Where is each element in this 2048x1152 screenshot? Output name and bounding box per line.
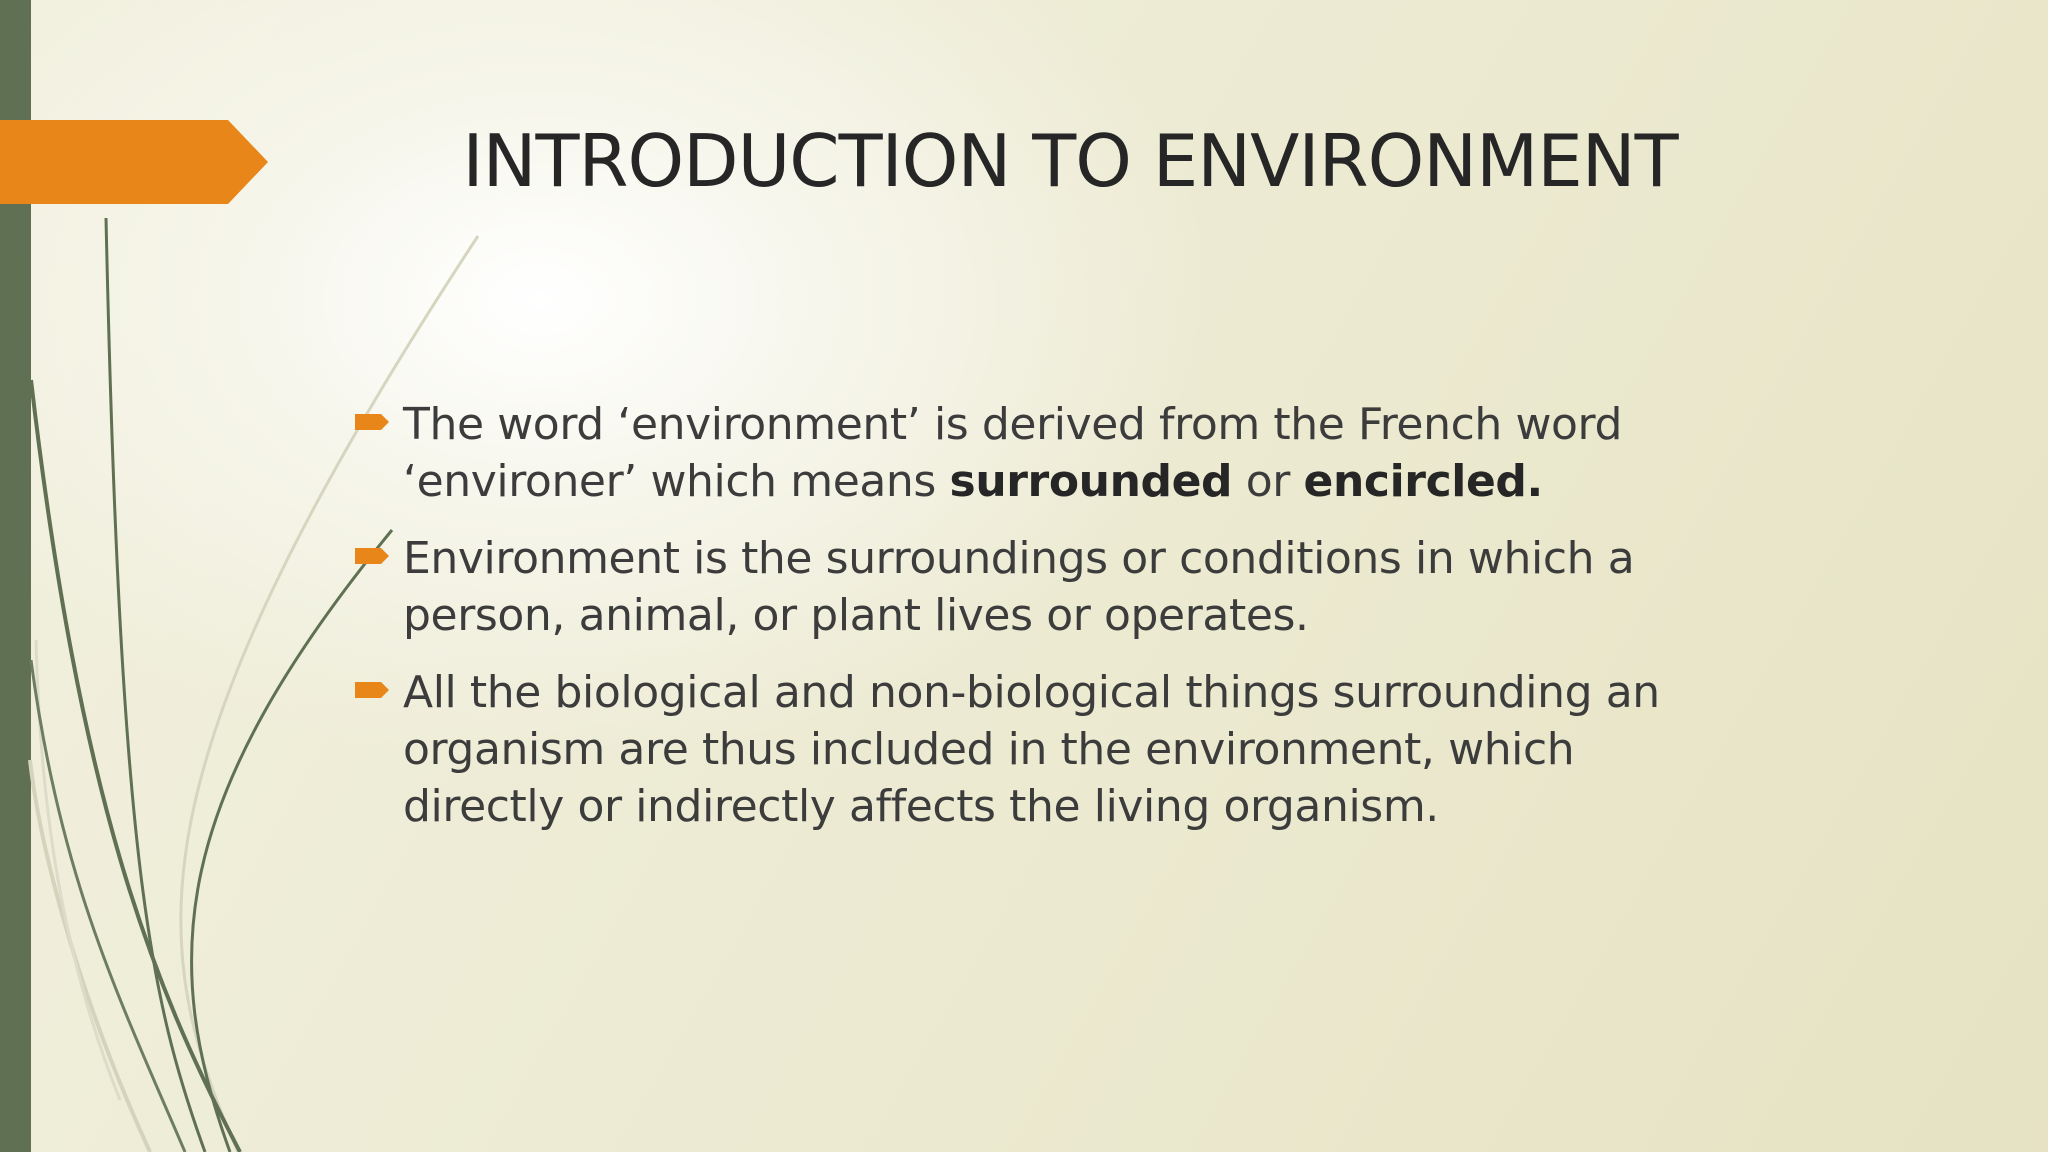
bullet-text: The word ‘environment’ is derived from the French word [403,399,1622,450]
bullet-text: All the biological and non-biological things surrounding an [403,667,1660,718]
bullet-text: directly or indirectly affects the living organism. [403,781,1439,832]
bullet-item [355,530,1755,644]
orange-arrow-bullet-icon [355,680,391,700]
bullet-list [355,396,1755,855]
bullet-item [355,396,1755,510]
bullet-text: Environment is the surroundings or conditions in which a [403,533,1635,584]
bullet-text: or [1232,456,1304,507]
slide-title: INTRODUCTION TO ENVIRONMENT [462,119,1678,203]
bullet-bold-term: surrounded [949,456,1233,507]
orange-arrow-tab [0,120,268,204]
orange-arrow-bullet-icon [355,546,391,566]
bullet-item [355,664,1755,835]
grass-blade [31,660,185,1152]
bullet-text: organism are thus included in the environment, which [403,724,1575,775]
bullet-text: ‘environer’ which means [403,456,950,507]
bullet-bold-term: encircled. [1303,456,1543,507]
bullet-text: person, animal, or plant lives or operates. [403,590,1309,641]
orange-arrow-bullet-icon [355,412,391,432]
